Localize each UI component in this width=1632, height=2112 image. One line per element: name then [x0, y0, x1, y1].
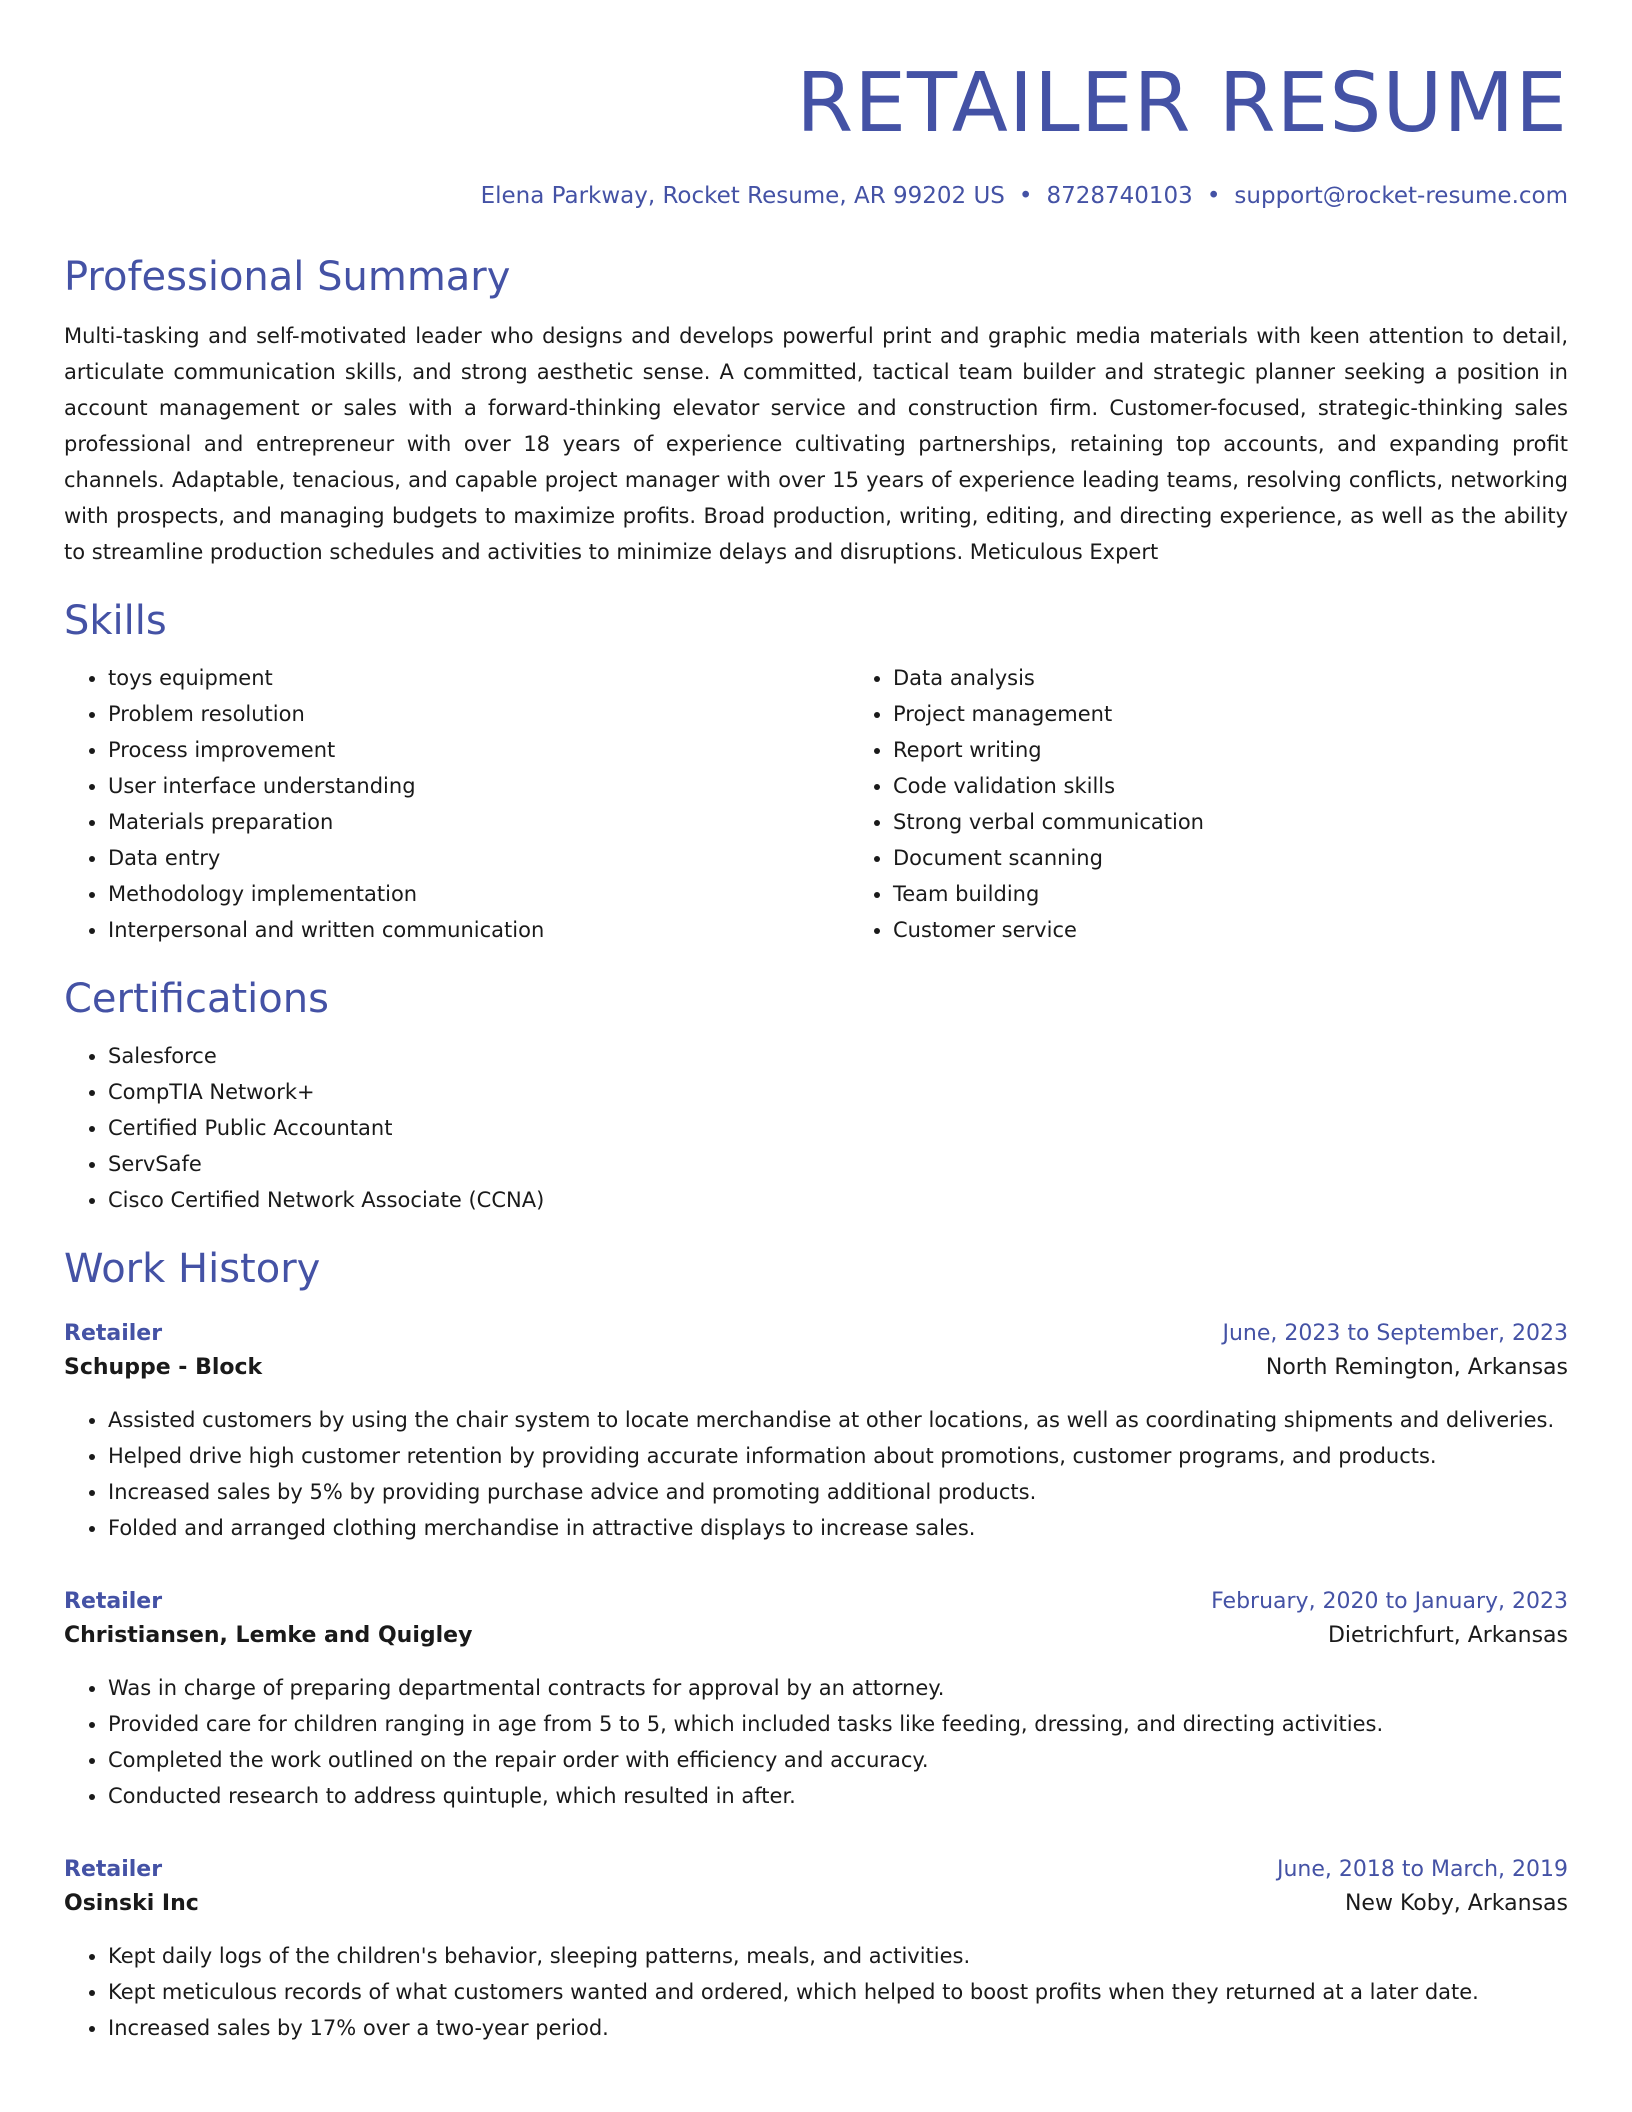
- contact-address: Elena Parkway, Rocket Resume, AR 99202 US: [480, 183, 1005, 209]
- skill-item: • Customer service: [893, 912, 1568, 948]
- work-history-section: [64, 1244, 1568, 2046]
- job-entry: [64, 1854, 1568, 2046]
- job-bullet-list: [64, 1938, 1568, 2046]
- job-entry: [64, 1586, 1568, 1814]
- contact-separator: •: [1206, 183, 1221, 209]
- certification-item: • Cisco Certified Network Associate (CCNA): [108, 1182, 1568, 1218]
- job-dates: June, 2023 to September, 2023: [1222, 1321, 1568, 1346]
- job-title-row: [64, 1854, 1568, 1886]
- job-dates: June, 2018 to March, 2019: [1277, 1857, 1568, 1882]
- skills-columns: [64, 660, 1568, 948]
- contact-line: [64, 180, 1568, 212]
- job-bullet: • Kept meticulous records of what customers wanted and ordered, which helped to boost profits when they returned at a later date.: [108, 1974, 1568, 2010]
- job-company-row: [64, 1886, 1568, 1922]
- certification-item: • ServSafe: [108, 1146, 1568, 1182]
- job-bullet: • Increased sales by 17% over a two-year period.: [108, 2010, 1568, 2046]
- section-heading-skills: Skills: [64, 598, 167, 644]
- job-company-row: [64, 1350, 1568, 1386]
- job-bullet: • Provided care for children ranging in age from 5 to 5, which included tasks like feeding, dressing, and directing activities.: [108, 1706, 1568, 1742]
- skills-list-right: [849, 660, 1568, 948]
- skill-item: • Strong verbal communication: [893, 804, 1568, 840]
- skills-list-left: [64, 660, 849, 948]
- job-title: Retailer: [64, 1857, 163, 1882]
- summary-text: Multi-tasking and self-motivated leader who designs and develops powerful print and graphic media materials with keen attention to detail, articulate communication skills, and strong aesthetic sense. A committed, tactical team builder and strategic planner seeking a position in account management or sales with a forward-thinking elevator service and construction firm. Customer-focused, strategic-thinking sales professional and entrepreneur with over 18 years of experience cultivating partnerships, retaining top accounts, and expanding profit channels. Adaptable, tenacious, and capable project manager with over 15 years of experience leading teams, resolving conflicts, networking with prospects, and managing budgets to maximize profits. Broad production, writing, editing, and directing experience, as well as the ability to streamline production schedules and activities to minimize delays and disruptions. Meticulous Expert: [64, 324, 1568, 564]
- skill-item: • Project management: [893, 696, 1568, 732]
- skill-item: • Team building: [893, 876, 1568, 912]
- resume-title: RETAILER RESUME: [796, 56, 1568, 151]
- certification-item: • CompTIA Network+: [108, 1074, 1568, 1110]
- job-title: Retailer: [64, 1321, 163, 1346]
- contact-email: support@rocket-resume.com: [1234, 183, 1568, 209]
- job-bullet: • Conducted research to address quintuple, which resulted in after.: [108, 1778, 1568, 1814]
- skill-item: • Data entry: [108, 840, 849, 876]
- job-company: Christiansen, Lemke and Quigley: [64, 1623, 473, 1648]
- section-heading-work-history: Work History: [64, 1246, 321, 1292]
- job-bullet-list: [64, 1670, 1568, 1814]
- job-company-row: [64, 1618, 1568, 1654]
- job-bullet: • Folded and arranged clothing merchandise in attractive displays to increase sales.: [108, 1510, 1568, 1546]
- job-bullet: • Kept daily logs of the children's behavior, sleeping patterns, meals, and activities.: [108, 1938, 1568, 1974]
- job-title-row: [64, 1586, 1568, 1618]
- section-heading-certifications: Certifications: [64, 976, 329, 1022]
- job-location: North Remington, Arkansas: [1265, 1355, 1568, 1380]
- resume-header: [64, 0, 1568, 212]
- certification-item: • Certified Public Accountant: [108, 1110, 1568, 1146]
- job-bullet-list: [64, 1402, 1568, 1546]
- skill-item: • Interpersonal and written communication: [108, 912, 849, 948]
- job-company: Schuppe - Block: [64, 1355, 263, 1380]
- skill-item: • toys equipment: [108, 660, 849, 696]
- job-title: Retailer: [64, 1589, 163, 1614]
- section-heading-summary: Professional Summary: [64, 254, 511, 300]
- skill-item: • Report writing: [893, 732, 1568, 768]
- job-entry: [64, 1318, 1568, 1546]
- job-title-row: [64, 1318, 1568, 1350]
- job-location: Dietrichfurt, Arkansas: [1327, 1623, 1568, 1648]
- job-location: New Koby, Arkansas: [1344, 1891, 1568, 1916]
- skill-item: • Problem resolution: [108, 696, 849, 732]
- contact-phone: 8728740103: [1046, 183, 1193, 209]
- job-bullet: • Increased sales by 5% by providing purchase advice and promoting additional products.: [108, 1474, 1568, 1510]
- job-company: Osinski Inc: [64, 1891, 199, 1916]
- skill-item: • Methodology implementation: [108, 876, 849, 912]
- job-bullet: • Completed the work outlined on the repair order with efficiency and accuracy.: [108, 1742, 1568, 1778]
- job-dates: February, 2020 to January, 2023: [1211, 1589, 1568, 1614]
- certification-item: • Salesforce: [108, 1038, 1568, 1074]
- certifications-section: [64, 974, 1568, 1218]
- skill-item: • Data analysis: [893, 660, 1568, 696]
- contact-separator: •: [1018, 183, 1033, 209]
- job-bullet: • Was in charge of preparing departmental contracts for approval by an attorney.: [108, 1670, 1568, 1706]
- skill-item: • Document scanning: [893, 840, 1568, 876]
- job-bullet: • Helped drive high customer retention by providing accurate information about promotions, customer programs, and products.: [108, 1438, 1568, 1474]
- skill-item: • Code validation skills: [893, 768, 1568, 804]
- professional-summary-section: [64, 252, 1568, 570]
- job-bullet: • Assisted customers by using the chair system to locate merchandise at other locations, as well as coordinating shipments and deliveries.: [108, 1402, 1568, 1438]
- skills-section: [64, 596, 1568, 948]
- skill-item: • Materials preparation: [108, 804, 849, 840]
- skill-item: • Process improvement: [108, 732, 849, 768]
- skill-item: • User interface understanding: [108, 768, 849, 804]
- certifications-list: [64, 1038, 1568, 1218]
